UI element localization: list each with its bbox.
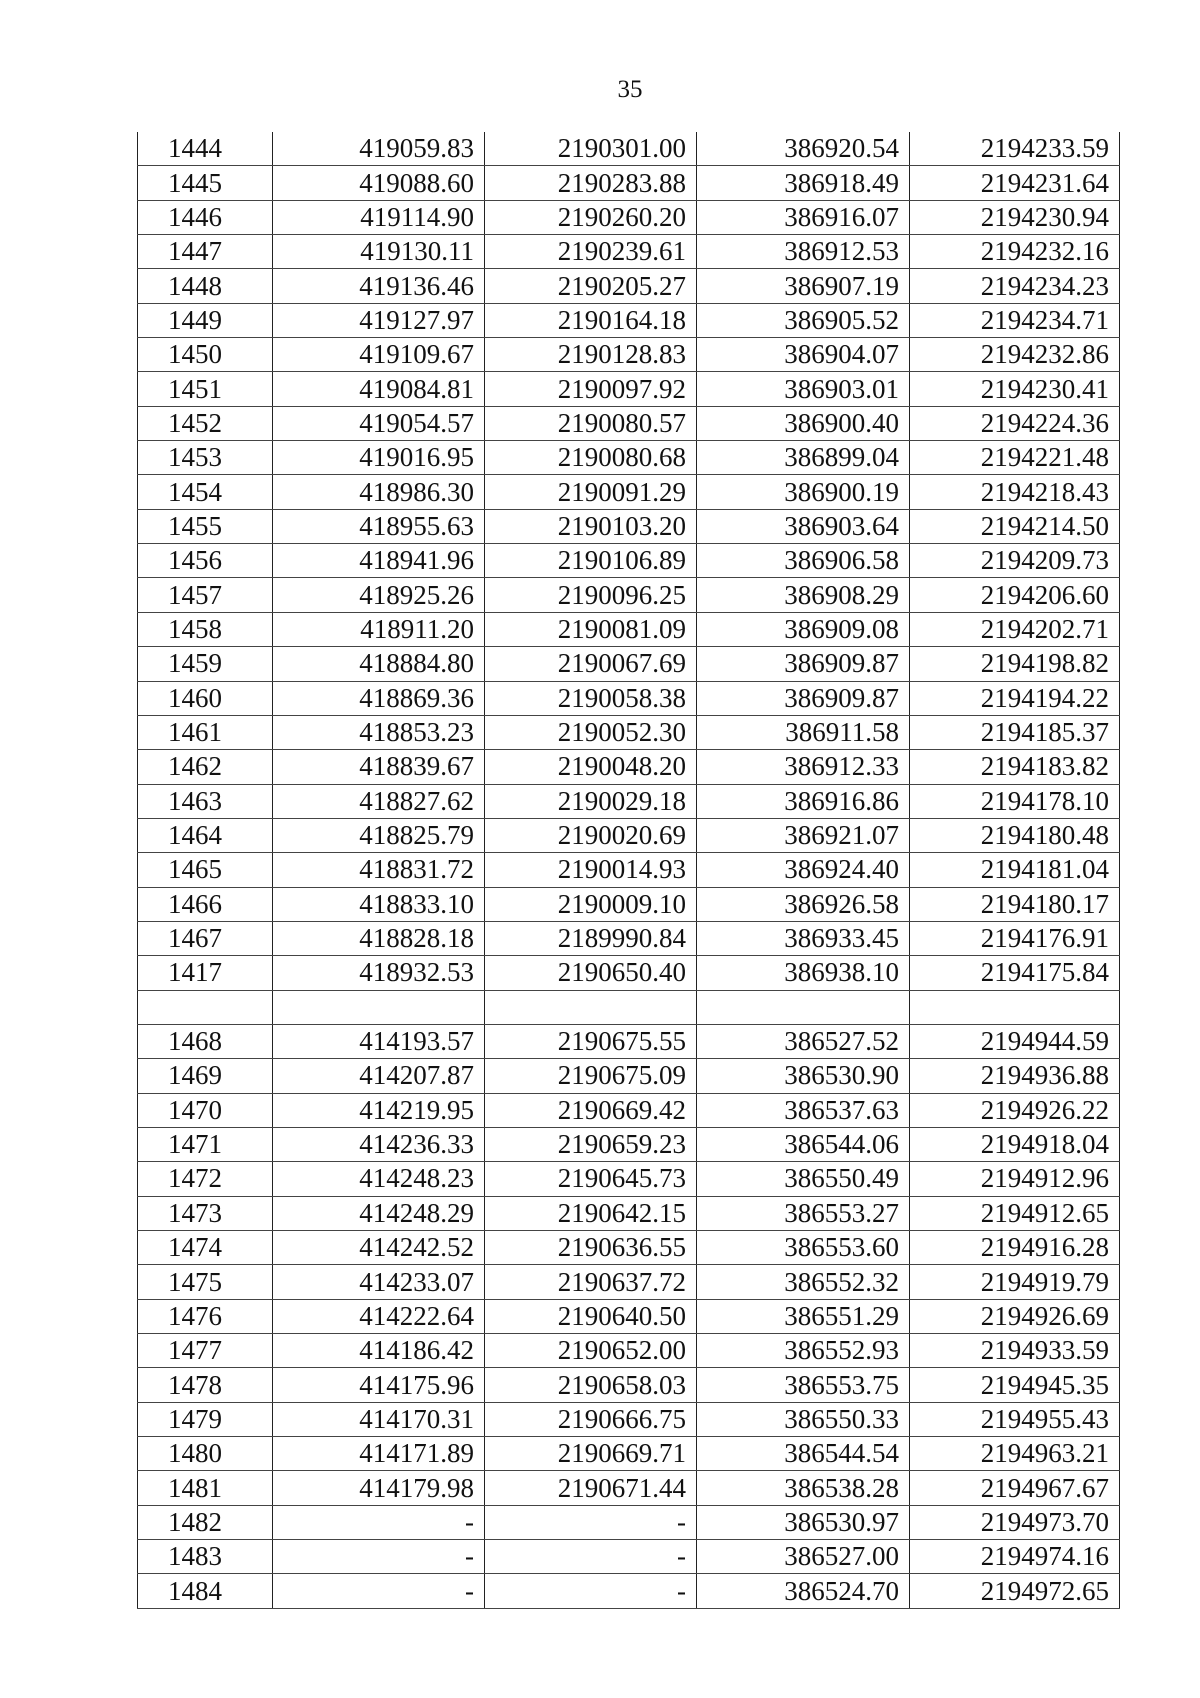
- y2-coordinate-cell: 2194176.91: [910, 921, 1120, 955]
- point-number-cell: 1453: [138, 441, 273, 475]
- x2-coordinate-cell: 386916.86: [697, 784, 910, 818]
- point-number-cell: 1445: [138, 166, 273, 200]
- x2-coordinate-cell: 386552.93: [697, 1334, 910, 1368]
- x1-coordinate-cell: 418833.10: [273, 887, 485, 921]
- x2-coordinate-cell: 386900.40: [697, 406, 910, 440]
- x2-coordinate-cell: 386918.49: [697, 166, 910, 200]
- point-number-cell: 1458: [138, 612, 273, 646]
- y2-coordinate-cell: 2194232.16: [910, 235, 1120, 269]
- point-number-cell: 1457: [138, 578, 273, 612]
- x2-coordinate-cell: 386908.29: [697, 578, 910, 612]
- point-number-cell: 1479: [138, 1402, 273, 1436]
- x2-coordinate-cell: 386916.07: [697, 200, 910, 234]
- x1-coordinate-cell: 414248.29: [273, 1196, 485, 1230]
- y2-coordinate-cell: 2194919.79: [910, 1265, 1120, 1299]
- y2-coordinate-cell: 2194180.48: [910, 818, 1120, 852]
- table-row: [138, 1265, 1120, 1299]
- x2-coordinate-cell: [697, 990, 910, 1024]
- x1-coordinate-cell: 418825.79: [273, 818, 485, 852]
- point-number-cell: 1483: [138, 1540, 273, 1574]
- y2-coordinate-cell: 2194224.36: [910, 406, 1120, 440]
- y1-coordinate-cell: 2190636.55: [485, 1231, 697, 1265]
- x1-coordinate-cell: 418955.63: [273, 509, 485, 543]
- x2-coordinate-cell: 386909.08: [697, 612, 910, 646]
- x1-coordinate-cell: 414233.07: [273, 1265, 485, 1299]
- x1-coordinate-cell: 418828.18: [273, 921, 485, 955]
- point-number-cell: 1484: [138, 1574, 273, 1608]
- table-row: [138, 681, 1120, 715]
- table-row: [138, 1402, 1120, 1436]
- y1-coordinate-cell: 2190096.25: [485, 578, 697, 612]
- point-number-cell: 1448: [138, 269, 273, 303]
- y1-coordinate-cell: 2190009.10: [485, 887, 697, 921]
- y2-coordinate-cell: 2194214.50: [910, 509, 1120, 543]
- x1-coordinate-cell: 419109.67: [273, 338, 485, 372]
- table-row: [138, 338, 1120, 372]
- table-row: [138, 1471, 1120, 1505]
- y1-coordinate-cell: 2190103.20: [485, 509, 697, 543]
- point-number-cell: 1481: [138, 1471, 273, 1505]
- x2-coordinate-cell: 386926.58: [697, 887, 910, 921]
- y2-coordinate-cell: 2194181.04: [910, 853, 1120, 887]
- x1-coordinate-cell: 414219.95: [273, 1093, 485, 1127]
- y2-coordinate-cell: 2194945.35: [910, 1368, 1120, 1402]
- x2-coordinate-cell: 386933.45: [697, 921, 910, 955]
- x1-coordinate-cell: 414175.96: [273, 1368, 485, 1402]
- y1-coordinate-cell: 2189990.84: [485, 921, 697, 955]
- point-number-cell: 1467: [138, 921, 273, 955]
- x1-coordinate-cell: 418853.23: [273, 715, 485, 749]
- x2-coordinate-cell: 386544.06: [697, 1127, 910, 1161]
- table-row: [138, 1093, 1120, 1127]
- point-number-cell: 1444: [138, 132, 273, 166]
- y1-coordinate-cell: [485, 990, 697, 1024]
- x2-coordinate-cell: 386530.90: [697, 1059, 910, 1093]
- y2-coordinate-cell: 2194234.23: [910, 269, 1120, 303]
- y1-coordinate-cell: 2190128.83: [485, 338, 697, 372]
- x2-coordinate-cell: 386527.00: [697, 1540, 910, 1574]
- x1-coordinate-cell: 419016.95: [273, 441, 485, 475]
- x2-coordinate-cell: 386550.49: [697, 1162, 910, 1196]
- x2-coordinate-cell: 386553.75: [697, 1368, 910, 1402]
- table-row: [138, 1299, 1120, 1333]
- table-row: [138, 1505, 1120, 1539]
- x1-coordinate-cell: 419084.81: [273, 372, 485, 406]
- point-number-cell: 1460: [138, 681, 273, 715]
- point-number-cell: [138, 990, 273, 1024]
- point-number-cell: 1462: [138, 750, 273, 784]
- y2-coordinate-cell: 2194916.28: [910, 1231, 1120, 1265]
- point-number-cell: 1480: [138, 1437, 273, 1471]
- y2-coordinate-cell: 2194918.04: [910, 1127, 1120, 1161]
- x1-coordinate-cell: 418911.20: [273, 612, 485, 646]
- y2-coordinate-cell: 2194194.22: [910, 681, 1120, 715]
- x1-coordinate-cell: 414248.23: [273, 1162, 485, 1196]
- table-row: [138, 406, 1120, 440]
- x1-coordinate-cell: 414236.33: [273, 1127, 485, 1161]
- table-row: [138, 372, 1120, 406]
- y2-coordinate-cell: 2194972.65: [910, 1574, 1120, 1608]
- point-number-cell: 1455: [138, 509, 273, 543]
- y2-coordinate-cell: 2194206.60: [910, 578, 1120, 612]
- x1-coordinate-cell: 419059.83: [273, 132, 485, 166]
- x1-coordinate-cell: -: [273, 1574, 485, 1608]
- table-row: [138, 1196, 1120, 1230]
- y1-coordinate-cell: 2190081.09: [485, 612, 697, 646]
- table-row: [138, 750, 1120, 784]
- y2-coordinate-cell: 2194955.43: [910, 1402, 1120, 1436]
- point-number-cell: 1474: [138, 1231, 273, 1265]
- point-number-cell: 1417: [138, 956, 273, 990]
- y1-coordinate-cell: 2190675.09: [485, 1059, 697, 1093]
- y2-coordinate-cell: 2194967.67: [910, 1471, 1120, 1505]
- x1-coordinate-cell: -: [273, 1540, 485, 1574]
- y1-coordinate-cell: 2190097.92: [485, 372, 697, 406]
- x2-coordinate-cell: 386912.53: [697, 235, 910, 269]
- point-number-cell: 1469: [138, 1059, 273, 1093]
- y1-coordinate-cell: 2190301.00: [485, 132, 697, 166]
- y1-coordinate-cell: 2190650.40: [485, 956, 697, 990]
- table-row: [138, 1024, 1120, 1058]
- table-row: [138, 956, 1120, 990]
- y1-coordinate-cell: 2190669.42: [485, 1093, 697, 1127]
- table-row: [138, 853, 1120, 887]
- table-row: [138, 1437, 1120, 1471]
- y1-coordinate-cell: 2190675.55: [485, 1024, 697, 1058]
- y1-coordinate-cell: 2190048.20: [485, 750, 697, 784]
- point-number-cell: 1450: [138, 338, 273, 372]
- x2-coordinate-cell: 386551.29: [697, 1299, 910, 1333]
- x1-coordinate-cell: 419088.60: [273, 166, 485, 200]
- table-row: [138, 1059, 1120, 1093]
- y2-coordinate-cell: 2194926.22: [910, 1093, 1120, 1127]
- y2-coordinate-cell: 2194218.43: [910, 475, 1120, 509]
- table-row: [138, 200, 1120, 234]
- y2-coordinate-cell: 2194936.88: [910, 1059, 1120, 1093]
- x1-coordinate-cell: 419054.57: [273, 406, 485, 440]
- x1-coordinate-cell: 414186.42: [273, 1334, 485, 1368]
- y1-coordinate-cell: -: [485, 1540, 697, 1574]
- x2-coordinate-cell: 386527.52: [697, 1024, 910, 1058]
- y1-coordinate-cell: 2190671.44: [485, 1471, 697, 1505]
- point-number-cell: 1451: [138, 372, 273, 406]
- y1-coordinate-cell: 2190052.30: [485, 715, 697, 749]
- point-number-cell: 1447: [138, 235, 273, 269]
- table-row: [138, 1231, 1120, 1265]
- table-row: [138, 818, 1120, 852]
- table-row: [138, 612, 1120, 646]
- y2-coordinate-cell: 2194185.37: [910, 715, 1120, 749]
- point-number-cell: 1468: [138, 1024, 273, 1058]
- x1-coordinate-cell: 419136.46: [273, 269, 485, 303]
- x1-coordinate-cell: 418925.26: [273, 578, 485, 612]
- y1-coordinate-cell: 2190029.18: [485, 784, 697, 818]
- y1-coordinate-cell: 2190080.68: [485, 441, 697, 475]
- y2-coordinate-cell: 2194933.59: [910, 1334, 1120, 1368]
- y2-coordinate-cell: 2194209.73: [910, 544, 1120, 578]
- point-number-cell: 1477: [138, 1334, 273, 1368]
- point-number-cell: 1466: [138, 887, 273, 921]
- table-row: [138, 475, 1120, 509]
- table-row: [138, 921, 1120, 955]
- point-number-cell: 1470: [138, 1093, 273, 1127]
- y2-coordinate-cell: 2194944.59: [910, 1024, 1120, 1058]
- table-row: [138, 1368, 1120, 1402]
- y1-coordinate-cell: 2190020.69: [485, 818, 697, 852]
- y2-coordinate-cell: 2194202.71: [910, 612, 1120, 646]
- x1-coordinate-cell: 418932.53: [273, 956, 485, 990]
- point-number-cell: 1461: [138, 715, 273, 749]
- point-number-cell: 1456: [138, 544, 273, 578]
- x1-coordinate-cell: [273, 990, 485, 1024]
- y2-coordinate-cell: 2194230.41: [910, 372, 1120, 406]
- y1-coordinate-cell: 2190106.89: [485, 544, 697, 578]
- y2-coordinate-cell: 2194180.17: [910, 887, 1120, 921]
- y2-coordinate-cell: 2194233.59: [910, 132, 1120, 166]
- y2-coordinate-cell: 2194963.21: [910, 1437, 1120, 1471]
- point-number-cell: 1476: [138, 1299, 273, 1333]
- x2-coordinate-cell: 386538.28: [697, 1471, 910, 1505]
- point-number-cell: 1472: [138, 1162, 273, 1196]
- x2-coordinate-cell: 386909.87: [697, 681, 910, 715]
- x2-coordinate-cell: 386906.58: [697, 544, 910, 578]
- y2-coordinate-cell: 2194198.82: [910, 647, 1120, 681]
- x1-coordinate-cell: 418839.67: [273, 750, 485, 784]
- page-number: 35: [617, 76, 643, 103]
- x1-coordinate-cell: 419114.90: [273, 200, 485, 234]
- y2-coordinate-cell: 2194912.96: [910, 1162, 1120, 1196]
- table-row: [138, 1334, 1120, 1368]
- table-row: [138, 647, 1120, 681]
- table-row: [138, 166, 1120, 200]
- x1-coordinate-cell: 418941.96: [273, 544, 485, 578]
- y1-coordinate-cell: 2190239.61: [485, 235, 697, 269]
- table-row: [138, 509, 1120, 543]
- y1-coordinate-cell: 2190658.03: [485, 1368, 697, 1402]
- x2-coordinate-cell: 386524.70: [697, 1574, 910, 1608]
- y1-coordinate-cell: 2190283.88: [485, 166, 697, 200]
- y2-coordinate-cell: 2194230.94: [910, 200, 1120, 234]
- y1-coordinate-cell: 2190091.29: [485, 475, 697, 509]
- x2-coordinate-cell: 386550.33: [697, 1402, 910, 1436]
- y1-coordinate-cell: 2190669.71: [485, 1437, 697, 1471]
- x2-coordinate-cell: 386553.27: [697, 1196, 910, 1230]
- point-number-cell: 1475: [138, 1265, 273, 1299]
- y1-coordinate-cell: 2190666.75: [485, 1402, 697, 1436]
- y1-coordinate-cell: 2190164.18: [485, 303, 697, 337]
- table-row: [138, 887, 1120, 921]
- y1-coordinate-cell: 2190260.20: [485, 200, 697, 234]
- point-number-cell: 1459: [138, 647, 273, 681]
- point-number-cell: 1465: [138, 853, 273, 887]
- y1-coordinate-cell: -: [485, 1505, 697, 1539]
- y1-coordinate-cell: 2190014.93: [485, 853, 697, 887]
- x1-coordinate-cell: 414179.98: [273, 1471, 485, 1505]
- x1-coordinate-cell: 414207.87: [273, 1059, 485, 1093]
- point-number-cell: 1464: [138, 818, 273, 852]
- x1-coordinate-cell: 414170.31: [273, 1402, 485, 1436]
- table-row: [138, 784, 1120, 818]
- x1-coordinate-cell: -: [273, 1505, 485, 1539]
- y2-coordinate-cell: 2194973.70: [910, 1505, 1120, 1539]
- x2-coordinate-cell: 386912.33: [697, 750, 910, 784]
- y2-coordinate-cell: 2194232.86: [910, 338, 1120, 372]
- x2-coordinate-cell: 386544.54: [697, 1437, 910, 1471]
- x2-coordinate-cell: 386911.58: [697, 715, 910, 749]
- table-row: [138, 1540, 1120, 1574]
- x2-coordinate-cell: 386900.19: [697, 475, 910, 509]
- y1-coordinate-cell: 2190205.27: [485, 269, 697, 303]
- x2-coordinate-cell: 386924.40: [697, 853, 910, 887]
- x2-coordinate-cell: 386938.10: [697, 956, 910, 990]
- point-number-cell: 1463: [138, 784, 273, 818]
- x1-coordinate-cell: 414242.52: [273, 1231, 485, 1265]
- table-row: [138, 269, 1120, 303]
- x2-coordinate-cell: 386905.52: [697, 303, 910, 337]
- y1-coordinate-cell: 2190642.15: [485, 1196, 697, 1230]
- coordinates-table-body: [138, 132, 1120, 1608]
- y2-coordinate-cell: 2194178.10: [910, 784, 1120, 818]
- table-row: [138, 544, 1120, 578]
- y1-coordinate-cell: 2190067.69: [485, 647, 697, 681]
- y2-coordinate-cell: 2194974.16: [910, 1540, 1120, 1574]
- x2-coordinate-cell: 386907.19: [697, 269, 910, 303]
- point-number-cell: 1454: [138, 475, 273, 509]
- coordinates-table: [137, 132, 1120, 1609]
- table-row: [138, 578, 1120, 612]
- point-number-cell: 1482: [138, 1505, 273, 1539]
- table-row: [138, 1162, 1120, 1196]
- x2-coordinate-cell: 386920.54: [697, 132, 910, 166]
- x2-coordinate-cell: 386904.07: [697, 338, 910, 372]
- y1-coordinate-cell: 2190637.72: [485, 1265, 697, 1299]
- x1-coordinate-cell: 418827.62: [273, 784, 485, 818]
- y1-coordinate-cell: -: [485, 1574, 697, 1608]
- y2-coordinate-cell: [910, 990, 1120, 1024]
- x2-coordinate-cell: 386552.32: [697, 1265, 910, 1299]
- x2-coordinate-cell: 386909.87: [697, 647, 910, 681]
- x2-coordinate-cell: 386537.63: [697, 1093, 910, 1127]
- x1-coordinate-cell: 419127.97: [273, 303, 485, 337]
- table-row: [138, 441, 1120, 475]
- x2-coordinate-cell: 386903.64: [697, 509, 910, 543]
- x2-coordinate-cell: 386903.01: [697, 372, 910, 406]
- table-row: [138, 303, 1120, 337]
- x1-coordinate-cell: 414171.89: [273, 1437, 485, 1471]
- y1-coordinate-cell: 2190652.00: [485, 1334, 697, 1368]
- x2-coordinate-cell: 386553.60: [697, 1231, 910, 1265]
- y2-coordinate-cell: 2194183.82: [910, 750, 1120, 784]
- x1-coordinate-cell: 418986.30: [273, 475, 485, 509]
- y2-coordinate-cell: 2194234.71: [910, 303, 1120, 337]
- table-row: [138, 715, 1120, 749]
- point-number-cell: 1449: [138, 303, 273, 337]
- x1-coordinate-cell: 414222.64: [273, 1299, 485, 1333]
- table-row: [138, 132, 1120, 166]
- y1-coordinate-cell: 2190640.50: [485, 1299, 697, 1333]
- x1-coordinate-cell: 418831.72: [273, 853, 485, 887]
- point-number-cell: 1452: [138, 406, 273, 440]
- y1-coordinate-cell: 2190659.23: [485, 1127, 697, 1161]
- table-row: [138, 1574, 1120, 1608]
- table-row: [138, 1127, 1120, 1161]
- x2-coordinate-cell: 386530.97: [697, 1505, 910, 1539]
- point-number-cell: 1473: [138, 1196, 273, 1230]
- x2-coordinate-cell: 386899.04: [697, 441, 910, 475]
- x1-coordinate-cell: 418884.80: [273, 647, 485, 681]
- y2-coordinate-cell: 2194221.48: [910, 441, 1120, 475]
- point-number-cell: 1478: [138, 1368, 273, 1402]
- y1-coordinate-cell: 2190080.57: [485, 406, 697, 440]
- x1-coordinate-cell: 414193.57: [273, 1024, 485, 1058]
- y1-coordinate-cell: 2190058.38: [485, 681, 697, 715]
- table-row: [138, 235, 1120, 269]
- point-number-cell: 1446: [138, 200, 273, 234]
- y2-coordinate-cell: 2194912.65: [910, 1196, 1120, 1230]
- y2-coordinate-cell: 2194175.84: [910, 956, 1120, 990]
- table-row-blank: [138, 990, 1120, 1024]
- point-number-cell: 1471: [138, 1127, 273, 1161]
- y2-coordinate-cell: 2194926.69: [910, 1299, 1120, 1333]
- x2-coordinate-cell: 386921.07: [697, 818, 910, 852]
- x1-coordinate-cell: 419130.11: [273, 235, 485, 269]
- y1-coordinate-cell: 2190645.73: [485, 1162, 697, 1196]
- y2-coordinate-cell: 2194231.64: [910, 166, 1120, 200]
- x1-coordinate-cell: 418869.36: [273, 681, 485, 715]
